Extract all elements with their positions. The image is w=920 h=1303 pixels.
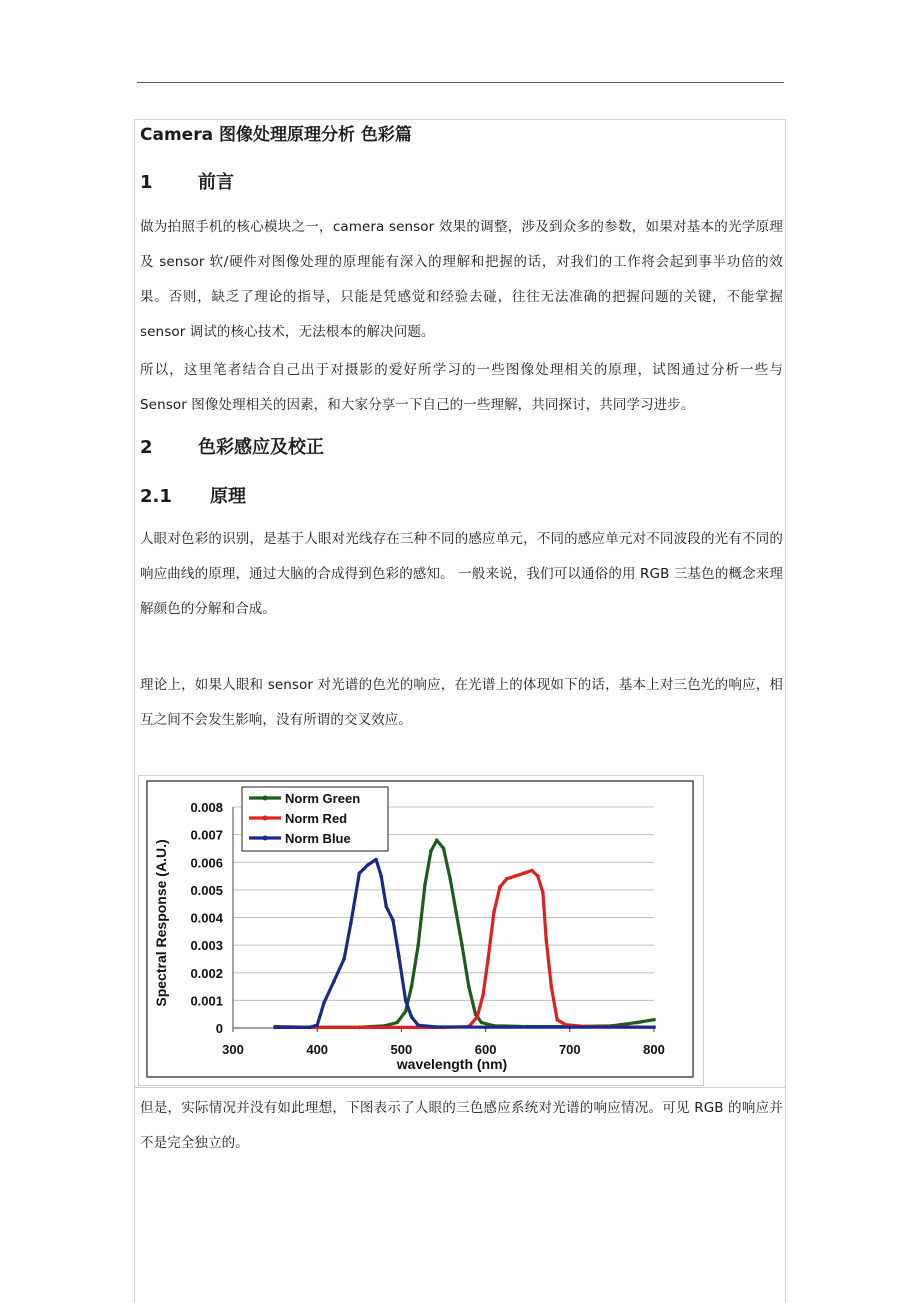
paragraph-theory: 理论上，如果人眼和 sensor 对光谱的色光的响应，在光谱上的体现如下的话，基本上对三色光的响应，相互之间不会发生影响，没有所谓的交叉效应。 [140,677,783,728]
section-title: 原理 [210,486,246,507]
data-point [454,910,458,914]
paragraph-reality: 但是，实际情况并没有如此理想，下图表示了人眼的三色感应系统对光谱的响应情况。可见 RGB 的响应并不是完全独立的。 [140,1100,783,1151]
data-point [349,921,353,925]
data-point [480,1021,484,1025]
section-heading-2 [140,433,324,459]
legend-label: Norm Blue [285,831,351,846]
x-tick-label: 800 [643,1042,665,1057]
data-point [555,1018,559,1022]
series-line-norm-green [275,840,654,1027]
document-title: Camera 图像处理原理分析 色彩篇 [140,125,412,145]
paragraph-purpose: 所以，这里笔者结合自己出于对摄影的爱好所学习的一些图像处理相关的原理，试图通过分析一些与 Sensor 图像处理相关的因素，和大家分享一下自己的一些理解，共同探讨，共同学习进步。 [140,362,783,413]
data-point [307,1026,311,1030]
data-point [374,858,378,862]
series-line-norm-blue [275,860,654,1028]
y-tick-label: 0.004 [190,910,223,926]
section-number: 2.1 [140,486,172,507]
data-point [442,847,446,851]
data-point [433,1025,437,1029]
data-point [358,1026,362,1030]
y-tick-label: 0.006 [190,855,223,871]
x-tick-label: 500 [390,1042,413,1057]
data-point [404,1010,408,1014]
section-title: 色彩感应及校正 [198,437,324,458]
data-point [429,849,433,853]
y-tick-label: 0.008 [190,800,223,815]
data-point [522,872,526,876]
data-point [460,943,464,947]
data-point [544,938,548,942]
legend-marker [263,796,268,801]
data-point [498,885,502,889]
data-point [513,874,517,878]
data-point [410,985,414,989]
legend-label: Norm Red [285,811,348,826]
legend-label: Norm Green [285,791,361,806]
data-point [395,1021,399,1025]
y-axis-label: Spectral Response (A.U.) [153,839,169,1007]
data-point [391,919,395,923]
paragraph-intro: 做为拍照手机的核心模块之一，camera sensor 效果的调整，涉及到众多的参数，如果对基本的光学原理及 sensor 软/硬件对图像处理的原理能有深入的理解和把握的话，对我们的工作将会起到事半功倍的效果。否则，缺乏了理论的指导，只能是凭感觉和经验去碰，往往无法准确的把握问题的关键，不能掌握 sensor 调试的核心技术，无法根本的解决问题。 [140,219,783,340]
y-tick-label: 0.005 [190,882,223,898]
section-title: 前言 [198,172,234,193]
data-point [322,1001,326,1005]
data-point [484,1025,488,1029]
data-point [568,1025,572,1029]
data-point [467,985,471,989]
data-point [652,1025,656,1029]
data-point [475,1015,479,1019]
chart-canvas [139,776,703,1085]
paragraph-principle: 人眼对色彩的识别，是基于人眼对光线存在三种不同的感应单元，不同的感应单元对不同波段的光有不同的响应曲线的原理，通过大脑的合成得到色彩的感知。 一般来说，我们可以通俗的用 RGB 三基色的概念来理解颜色的分解和合成。 [140,531,783,617]
legend-marker [263,836,268,841]
data-point [358,872,362,876]
data-point [416,943,420,947]
data-point [379,874,383,878]
data-point [492,910,496,914]
section-number: 2 [140,437,153,458]
data-point [635,1021,639,1025]
data-point [397,954,401,958]
legend-marker [263,816,268,821]
data-point [550,985,554,989]
section-number: 1 [140,172,153,193]
data-point [416,1023,420,1027]
data-point [486,957,490,961]
data-point [435,838,439,842]
data-point [315,1023,319,1027]
x-tick-label: 300 [222,1042,244,1057]
data-point [530,869,534,873]
y-tick-label: 0 [215,1021,223,1036]
data-point [384,905,388,909]
header-rule [137,82,784,83]
data-point [273,1026,277,1030]
section-heading-1 [140,168,234,194]
section-heading-2-1 [140,482,246,508]
data-point [410,1015,414,1019]
data-point [541,891,545,895]
series-line-norm-red [275,871,654,1028]
data-point [332,979,336,983]
y-tick-label: 0.003 [190,938,223,954]
x-axis-label: wavelength (nm) [396,1056,508,1072]
data-point [366,863,370,867]
data-point [342,957,346,961]
y-tick-label: 0.007 [190,827,223,843]
data-point [423,883,427,887]
data-point [481,993,485,997]
data-point [652,1018,656,1022]
data-point [404,999,408,1003]
spectral-response-chart [138,775,704,1086]
data-point [448,877,452,881]
x-tick-label: 400 [306,1042,329,1057]
data-point [536,874,540,878]
x-tick-label: 700 [558,1042,581,1057]
table-row-divider [134,1087,785,1088]
data-point [505,877,509,881]
y-tick-label: 0.002 [190,965,223,981]
x-tick-label: 600 [474,1042,497,1057]
y-tick-label: 0.001 [190,993,223,1009]
